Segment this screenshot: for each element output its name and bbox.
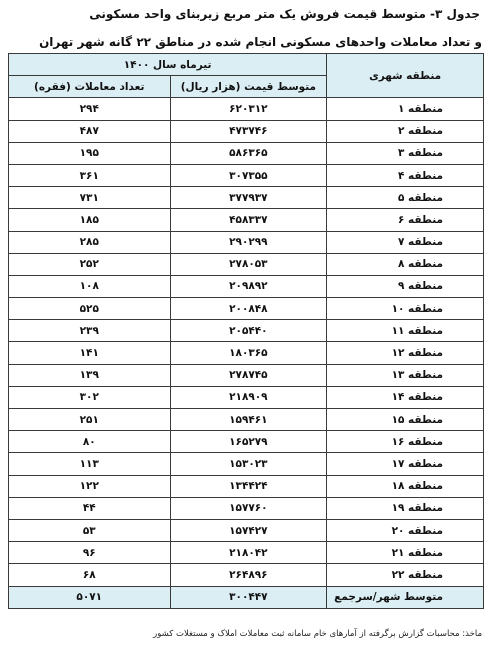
count-cell: ۱۹۵ [9,142,171,164]
table-title: جدول ۳- متوسط قیمت فروش یک متر مربع زیربنای واحد مسکونی [89,7,480,21]
table-row [9,453,484,475]
header-price: متوسط قیمت (هزار ریال) [170,76,327,98]
zone-cell: منطقه ۱ [327,98,484,120]
price-cell: ۵۸۶۳۶۵ [170,142,327,164]
zone-cell: منطقه ۱۷ [327,453,484,475]
zone-cell: منطقه ۱۳ [327,364,484,386]
zone-cell: منطقه ۱۵ [327,409,484,431]
table-row [9,253,484,275]
zone-cell: منطقه ۲۲ [327,564,484,586]
count-cell: ۳۶۱ [9,164,171,186]
zone-cell: منطقه ۲۰ [327,519,484,541]
header-period: تیرماه سال ۱۴۰۰ [9,54,327,76]
count-cell: ۵۲۵ [9,298,171,320]
count-cell: ۱۰۸ [9,275,171,297]
total-row [9,586,484,608]
price-cell: ۱۵۳۰۲۳ [170,453,327,475]
price-cell: ۲۷۸۰۵۳ [170,253,327,275]
zone-cell: منطقه ۶ [327,209,484,231]
count-cell: ۱۲۲ [9,475,171,497]
table-row [9,542,484,564]
zone-cell: منطقه ۱۴ [327,386,484,408]
count-cell: ۴۸۷ [9,120,171,142]
count-cell: ۱۳۹ [9,364,171,386]
price-cell: ۴۷۳۷۴۶ [170,120,327,142]
count-cell: ۱۴۱ [9,342,171,364]
table-row [9,275,484,297]
zone-cell: منطقه ۸ [327,253,484,275]
housing-price-table [8,53,484,609]
zone-cell: منطقه ۷ [327,231,484,253]
price-cell: ۱۵۷۴۲۷ [170,519,327,541]
table-row [9,164,484,186]
price-cell: ۲۱۸۹۰۹ [170,386,327,408]
count-cell: ۲۹۴ [9,98,171,120]
table-row [9,497,484,519]
table-row [9,386,484,408]
zone-cell: منطقه ۴ [327,164,484,186]
header-count: تعداد معاملات (فقره) [9,76,171,98]
zone-cell: منطقه ۲۱ [327,542,484,564]
table-row [9,98,484,120]
count-cell: ۳۰۲ [9,386,171,408]
price-cell: ۲۹۰۲۹۹ [170,231,327,253]
table-row [9,342,484,364]
price-cell: ۲۰۰۸۴۸ [170,298,327,320]
price-cell: ۶۲۰۳۱۲ [170,98,327,120]
count-cell: ۹۶ [9,542,171,564]
price-cell: ۱۵۷۷۶۰ [170,497,327,519]
table-row [9,475,484,497]
count-cell: ۲۸۵ [9,231,171,253]
zone-cell: منطقه ۱۶ [327,431,484,453]
price-cell: ۱۳۴۴۲۴ [170,475,327,497]
price-cell: ۱۵۹۴۶۱ [170,409,327,431]
zone-cell: منطقه ۹ [327,275,484,297]
table-row [9,142,484,164]
zone-cell: منطقه ۲ [327,120,484,142]
header-row-period [9,54,484,76]
table-row [9,187,484,209]
source-note: ماخذ: محاسبات گزارش برگرفته از آمارهای خام سامانه ثبت معاملات املاک و مستغلات کشور [153,629,482,639]
count-cell: ۱۸۵ [9,209,171,231]
count-cell: ۴۴ [9,497,171,519]
total-zone: متوسط شهر/سرجمع [327,586,484,608]
count-cell: ۲۵۱ [9,409,171,431]
price-cell: ۲۱۸۰۴۲ [170,542,327,564]
count-cell: ۲۳۹ [9,320,171,342]
zone-cell: منطقه ۵ [327,187,484,209]
total-count: ۵۰۷۱ [9,586,171,608]
table-row [9,231,484,253]
table-row [9,209,484,231]
zone-cell: منطقه ۱۱ [327,320,484,342]
price-cell: ۳۰۷۳۵۵ [170,164,327,186]
zone-cell: منطقه ۱۰ [327,298,484,320]
zone-cell: منطقه ۱۲ [327,342,484,364]
table-row [9,519,484,541]
table-row [9,409,484,431]
table-row [9,320,484,342]
price-cell: ۱۶۵۲۷۹ [170,431,327,453]
count-cell: ۲۵۲ [9,253,171,275]
price-cell: ۲۰۵۴۴۰ [170,320,327,342]
table-row [9,298,484,320]
price-cell: ۴۵۸۳۳۷ [170,209,327,231]
table-row [9,431,484,453]
zone-cell: منطقه ۳ [327,142,484,164]
header-zone: منطقه شهری [327,54,484,98]
price-cell: ۲۶۴۸۹۶ [170,564,327,586]
count-cell: ۵۳ [9,519,171,541]
price-cell: ۱۸۰۳۶۵ [170,342,327,364]
count-cell: ۷۳۱ [9,187,171,209]
count-cell: ۸۰ [9,431,171,453]
zone-cell: منطقه ۱۸ [327,475,484,497]
table-row [9,120,484,142]
price-cell: ۲۷۸۷۴۵ [170,364,327,386]
table-row [9,564,484,586]
count-cell: ۶۸ [9,564,171,586]
count-cell: ۱۱۳ [9,453,171,475]
table-subtitle: و تعداد معاملات واحدهای مسکونی انجام شده در مناطق ۲۲ گانه شهر تهران [39,35,482,49]
table-row [9,364,484,386]
total-price: ۳۰۰۴۴۷ [170,586,327,608]
zone-cell: منطقه ۱۹ [327,497,484,519]
price-cell: ۲۰۹۸۹۲ [170,275,327,297]
price-cell: ۳۷۷۹۳۷ [170,187,327,209]
